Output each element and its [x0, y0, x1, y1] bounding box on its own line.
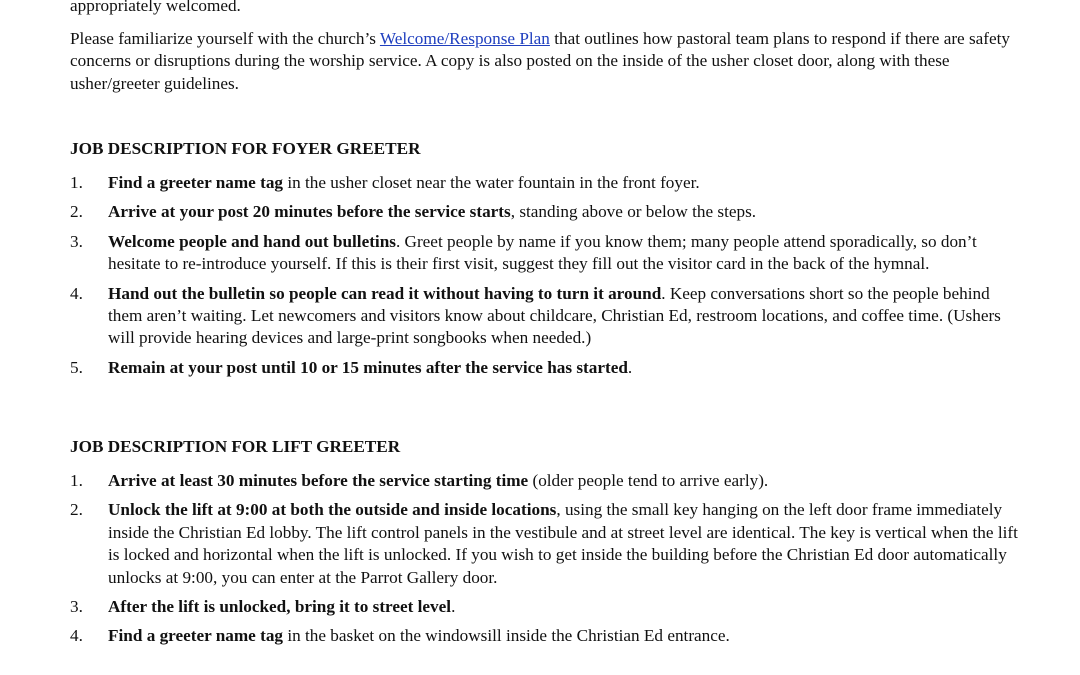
- lift-greeter-list: [70, 470, 1020, 655]
- list-item-text: in the basket on the windowsill inside the Christian Ed entrance.: [283, 626, 730, 646]
- list-item-lead: Find a greeter name tag: [108, 173, 284, 192]
- list-number: 3.: [70, 231, 83, 251]
- list-number: 5.: [70, 357, 83, 377]
- list-item-lead: Find a greeter name tag: [108, 626, 284, 646]
- welcome-response-plan-link[interactable]: Welcome/Response Plan: [379, 29, 550, 48]
- list-number: 4.: [70, 283, 83, 303]
- list-item-lead: Arrive at your post 20 minutes before the service starts: [108, 202, 511, 222]
- list-number: 3.: [70, 597, 83, 617]
- list-item: [70, 283, 1020, 350]
- list-number: 2.: [70, 500, 83, 520]
- list-item-lead: After the lift is unlocked, bring it to street level: [108, 597, 452, 617]
- list-item-text: (older people tend to arrive early).: [528, 471, 769, 490]
- list-item-text: , standing above or below the steps.: [510, 202, 757, 222]
- list-item-lead: Welcome people and hand out bulletins: [108, 231, 396, 251]
- list-item: [70, 625, 1020, 647]
- list-item-text: . Greet people by name if you know them; many people attend sporadically, so don’t hesitate to re-introduce yourself. If this is their first visit, suggest they fill out the visitor card in the back of the hymnal.: [108, 231, 977, 274]
- list-item-text: .: [451, 597, 456, 617]
- lift-greeter-heading: JOB DESCRIPTION FOR LIFT GREETER: [70, 437, 401, 456]
- list-item-lead: Remain at your post until 10 or 15 minutes after the service has started: [108, 357, 628, 377]
- list-item-text: , using the small key hanging on the left door frame immediately inside the Christian Ed lobby. The lift control panels in the vestibule and at street level are identical. The key is vertical when the lift is locked and horizontal when the lift is unlocked. If you wish to get inside the building before the Christian Ed door automatically unlocks at 9:00, you can enter at the Parrot Gallery door.: [108, 500, 1018, 587]
- intro-text-after-link: that outlines how pastoral team plans to respond if there are safety concerns or disruptions during the worship service. A copy is also posted on the inside of the usher closet door, along with these usher/greeter guidelines.: [70, 29, 1011, 93]
- list-item: [70, 499, 1020, 589]
- list-item: [70, 357, 1020, 379]
- list-number: 2.: [70, 202, 83, 222]
- list-item-lead: Hand out the bulletin so people can read it without having to turn it around: [108, 283, 662, 303]
- list-item: [70, 172, 1020, 194]
- list-number: 4.: [70, 626, 83, 646]
- list-item-text: .: [627, 357, 633, 377]
- list-number: 1.: [70, 173, 83, 192]
- foyer-greeter-heading: JOB DESCRIPTION FOR FOYER GREETER: [70, 139, 421, 158]
- list-item: [70, 596, 1020, 618]
- intro-paragraph: [70, 28, 1020, 95]
- list-item: [70, 231, 1020, 276]
- list-number: 1.: [70, 471, 83, 490]
- foyer-greeter-list: [70, 172, 1020, 386]
- list-item-text: . Keep conversations short so the people behind them aren’t waiting. Let newcomers and visitors know about childcare, Christian Ed, restroom locations, and coffee time. (Ushers will provide hearing devices and large-print songbooks when needed.): [108, 283, 1001, 348]
- intro-cut-line: appropriately welcomed.: [70, 0, 241, 15]
- list-item: [70, 201, 1020, 223]
- intro-text-before-link: Please familiarize yourself with the church’s: [70, 29, 380, 48]
- list-item-lead: Unlock the lift at 9:00 at both the outside and inside locations: [108, 500, 557, 520]
- list-item-text: in the usher closet near the water fountain in the front foyer.: [283, 173, 700, 192]
- list-item: [70, 470, 1020, 492]
- list-item-lead: Arrive at least 30 minutes before the service starting time: [108, 471, 529, 490]
